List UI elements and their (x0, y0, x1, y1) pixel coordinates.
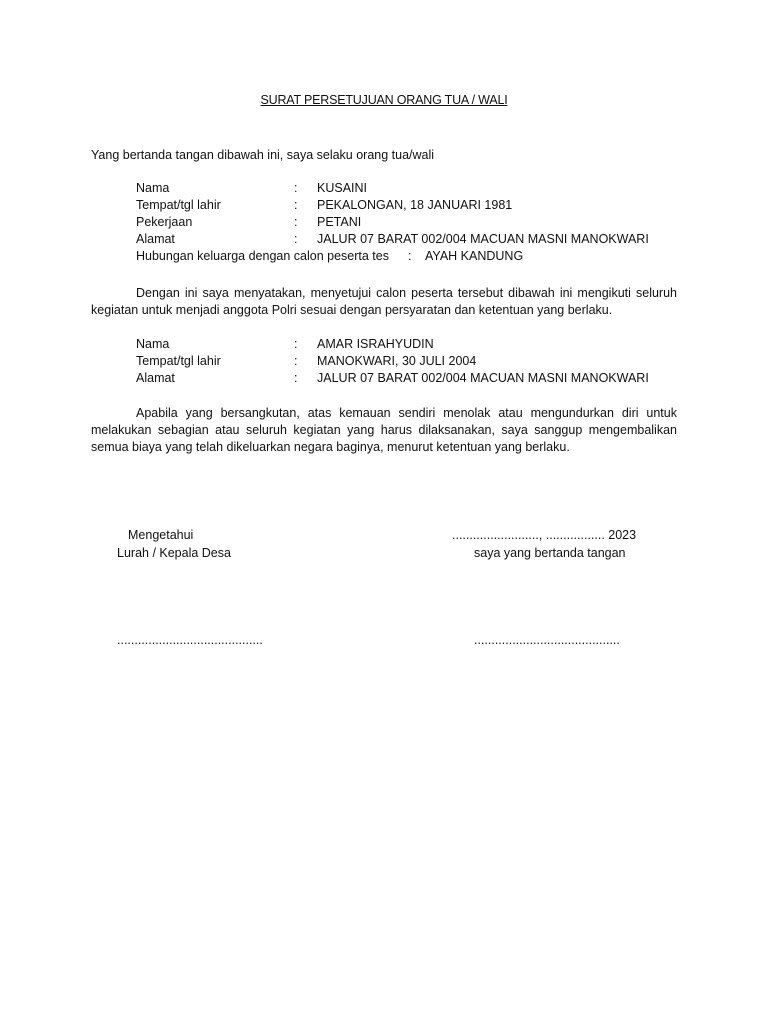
signature-left-line: .......................................... (117, 633, 263, 647)
field-value: AMAR ISRAHYUDIN (317, 337, 434, 351)
field-label: Tempat/tgl lahir (136, 198, 221, 212)
field-colon: : (294, 337, 298, 351)
field-label: Hubungan keluarga dengan calon peserta tes (136, 249, 389, 263)
field-value: JALUR 07 BARAT 002/004 MACUAN MASNI MANOKWARI (317, 232, 649, 246)
field-colon: : (294, 215, 298, 229)
field-label: Pekerjaan (136, 215, 193, 229)
field-value: PEKALONGAN, 18 JANUARI 1981 (317, 198, 513, 212)
intro-text: Yang bertanda tangan dibawah ini, saya selaku orang tua/wali (91, 148, 435, 162)
signature-right-date: ........................., ................. 2023 (452, 528, 637, 542)
statement-paragraph: Dengan ini saya menyatakan, menyetujui calon peserta tersebut dibawah ini mengikuti seluruh kegiatan untuk menjadi anggota Polri sesuai dengan persyaratan dan ketentuan yang berlaku. (91, 286, 677, 317)
field-value: JALUR 07 BARAT 002/004 MACUAN MASNI MANOKWARI (317, 371, 649, 385)
signature-right-line: .......................................... (474, 633, 620, 647)
closing-paragraph: Apabila yang bersangkutan, atas kemauan sendiri menolak atau mengundurkan diri untuk melakukan sebagian atau seluruh kegiatan yang harus dilaksanakan, saya sanggup mengembalikan semua biaya yang telah dikeluarkan negara baginya, menurut ketentuan yang berlaku. (91, 406, 677, 454)
field-label: Nama (136, 337, 170, 351)
field-label: Tempat/tgl lahir (136, 354, 221, 368)
field-colon: : (408, 249, 412, 263)
document-title: SURAT PERSETUJUAN ORANG TUA / WALI (260, 93, 508, 107)
field-colon: : (294, 232, 298, 246)
signature-left-caption: Mengetahui (128, 528, 194, 542)
field-colon: : (294, 354, 298, 368)
field-value: MANOKWARI, 30 JULI 2004 (317, 354, 477, 368)
field-value: PETANI (317, 215, 362, 229)
field-value: AYAH KANDUNG (425, 249, 524, 263)
field-colon: : (294, 198, 298, 212)
field-label: Nama (136, 181, 170, 195)
field-label: Alamat (136, 371, 175, 385)
signature-right-title: saya yang bertanda tangan (474, 546, 626, 560)
field-value: KUSAINI (317, 181, 368, 195)
field-colon: : (294, 181, 298, 195)
field-colon: : (294, 371, 298, 385)
field-label: Alamat (136, 232, 175, 246)
signature-left-title: Lurah / Kepala Desa (117, 546, 231, 560)
